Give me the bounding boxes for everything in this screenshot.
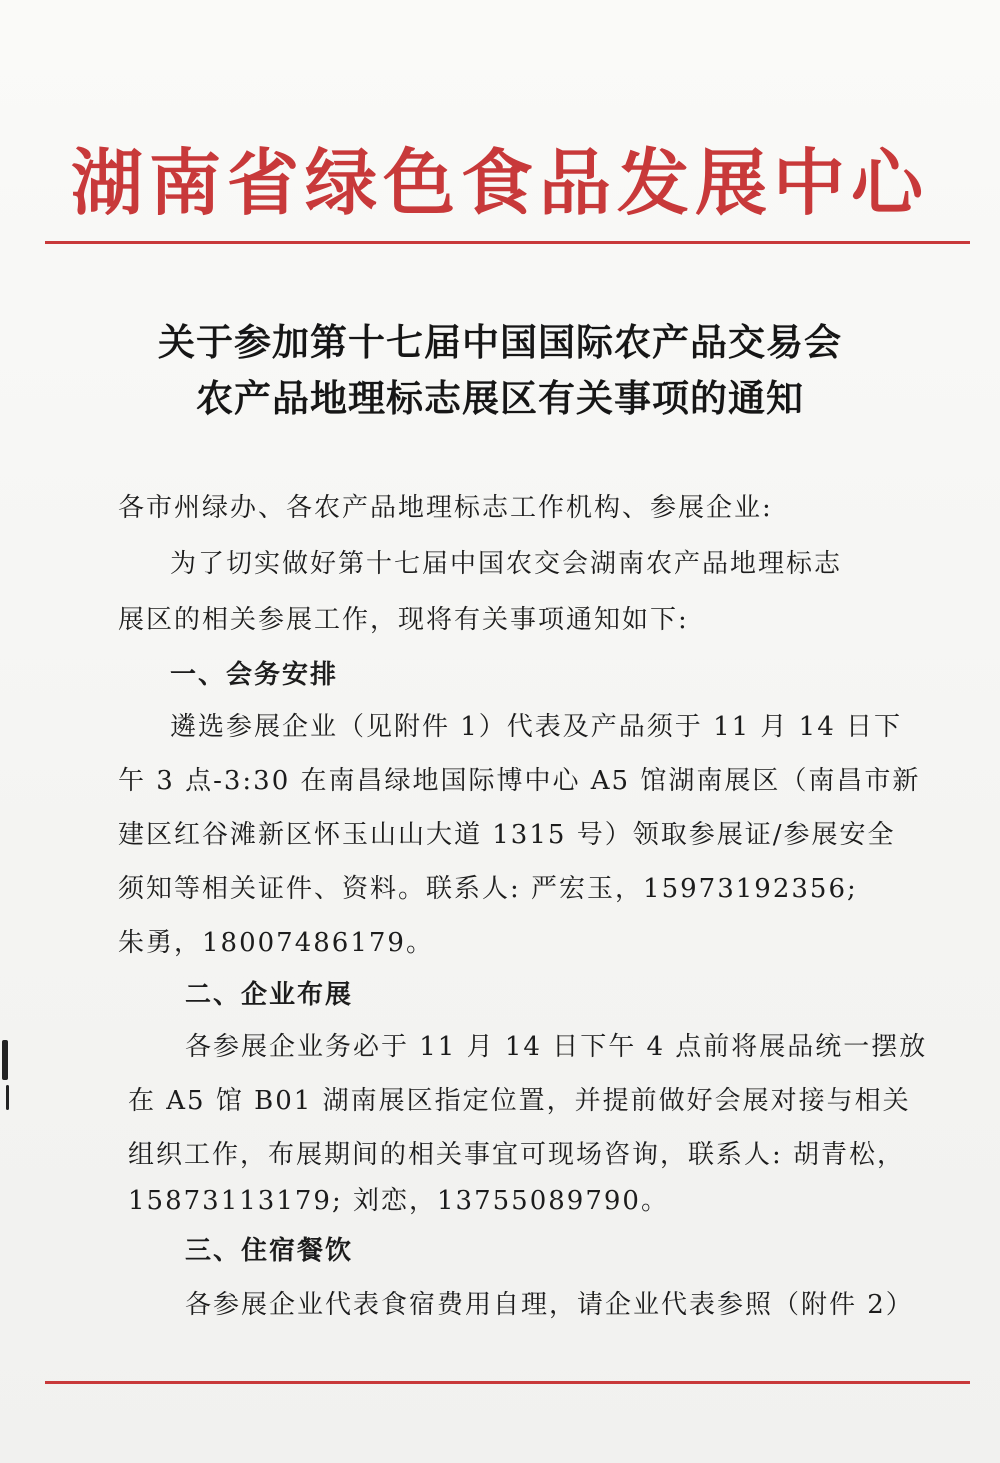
section-heading: 一、会务安排 [170, 660, 339, 690]
footer-rule [45, 1381, 970, 1384]
paragraph-line: 15873113179; 刘恋，13755089790。 [128, 1186, 669, 1216]
paragraph-line: 各参展企业务必于 11 月 14 日下午 4 点前将展品统一摆放 [185, 1032, 928, 1062]
intro-line: 为了切实做好第十七届中国农交会湖南农产品地理标志 [170, 549, 843, 579]
document-title-line-2: 农产品地理标志展区有关事项的通知 [196, 377, 804, 420]
paragraph-line: 须知等相关证件、资料。联系人: 严宏玉，15973192356; [118, 874, 858, 904]
paragraph-line: 午 3 点-3:30 在南昌绿地国际博中心 A5 馆湖南展区（南昌市新 [118, 766, 921, 796]
section-heading: 二、企业布展 [185, 980, 354, 1010]
document-title-line-1: 关于参加第十七届中国国际农产品交易会 [158, 321, 842, 364]
paragraph-line: 在 A5 馆 B01 湖南展区指定位置，并提前做好会展对接与相关 [128, 1086, 911, 1116]
paragraph-line: 各参展企业代表食宿费用自理，请企业代表参照（附件 2） [185, 1290, 914, 1320]
paragraph-line: 朱勇，18007486179。 [118, 928, 434, 958]
binding-mark [6, 1085, 9, 1110]
salutation: 各市州绿办、各农产品地理标志工作机构、参展企业: [118, 493, 773, 523]
paragraph-line: 遴选参展企业（见附件 1）代表及产品须于 11 月 14 日下 [170, 712, 903, 742]
section-heading: 三、住宿餐饮 [185, 1236, 354, 1266]
paragraph-line: 建区红谷滩新区怀玉山山大道 1315 号）领取参展证/参展安全 [118, 820, 896, 850]
letterhead-rule [45, 241, 970, 244]
letterhead: 湖南省绿色食品发展中心 [70, 141, 929, 225]
binding-mark [2, 1040, 8, 1080]
paragraph-line: 组织工作，布展期间的相关事宜可现场咨询，联系人: 胡青松， [128, 1140, 906, 1170]
intro-line: 展区的相关参展工作，现将有关事项通知如下: [118, 605, 689, 635]
